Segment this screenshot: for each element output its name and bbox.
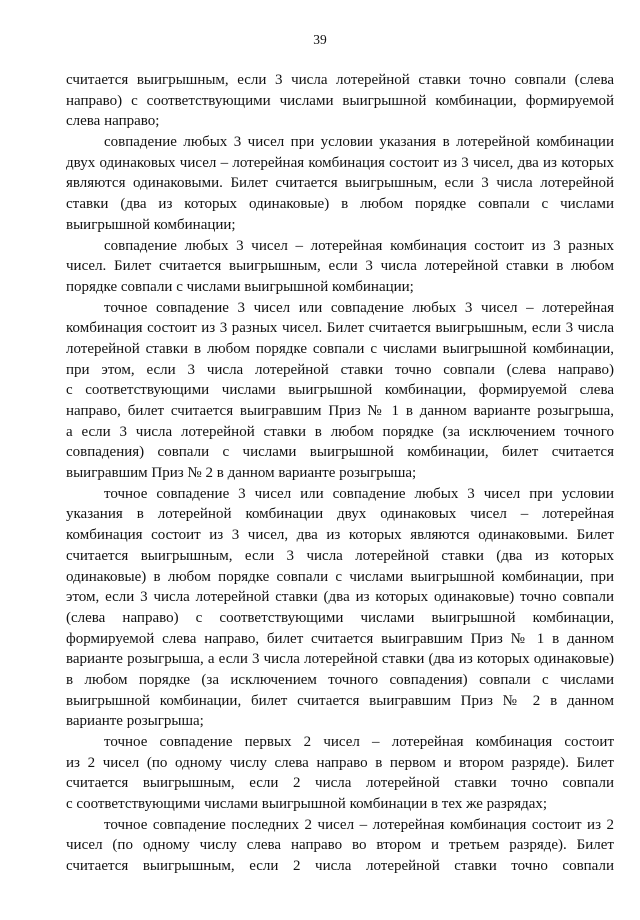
text-line: порядке совпали с числами выигрышной комбинации; bbox=[66, 278, 414, 295]
text-line: выигравшим Приз № 2 в данном варианте розыгрыша; bbox=[66, 465, 417, 482]
text-line: считается выигрышным, если 2 числа лотерейной ставки точно совпали bbox=[66, 858, 614, 875]
text-line: чисел (по одному числу слева направо во втором и третьем разряде). Билет bbox=[66, 837, 614, 854]
text-line: комбинация состоит из 3 чисел, два из которых являются одинаковыми. Билет bbox=[66, 527, 614, 544]
text-line: направо, билет считается выигравшим Приз № 1 в данном варианте розыгрыша, bbox=[66, 403, 614, 419]
text-line: совпадения) совпали с числами выигрышной комбинации, билет считается bbox=[66, 444, 614, 461]
text-line: совпадение любых 3 чисел – лотерейная комбинация состоит из 3 разных bbox=[104, 237, 614, 254]
text-line: ставки (два из которых одинаковые) в любом порядке совпали с числами bbox=[66, 196, 614, 213]
text-line: точное совпадение последних 2 чисел – лотерейная комбинация состоит из 2 bbox=[104, 816, 614, 833]
text-line: чисел. Билет считается выигрышным, если 3 числа лотерейной ставки в любом bbox=[66, 258, 614, 275]
text-line: комбинация состоит из 3 разных чисел. Билет считается выигрышным, если 3 числа bbox=[66, 320, 614, 337]
text-line: совпадение любых 3 чисел при условии указания в лотерейной комбинации bbox=[104, 134, 614, 151]
text-line: варианте розыгрыша, а если 3 числа лотерейной ставки (два из которых одинаковые) bbox=[66, 651, 614, 668]
text-line: точное совпадение первых 2 чисел – лотерейная комбинация состоит bbox=[104, 734, 614, 750]
text-line: формируемой слева направо, билет считается выигравшим Приз № 1 в данном bbox=[66, 630, 614, 647]
text-line: считается выигрышным, если 2 числа лотерейной ставки точно совпали bbox=[66, 775, 614, 792]
text-line: с соответствующими числами выигрышной комбинации, формируемой слева bbox=[66, 382, 614, 399]
text-line: считается выигрышным, если 3 числа лотерейной ставки (два из которых bbox=[66, 547, 614, 564]
text-line: точное совпадение 3 чисел или совпадение любых 3 чисел – лотерейная bbox=[104, 299, 614, 316]
text-line: двух одинаковых чисел – лотерейная комбинация состоит из 3 чисел, два из которых bbox=[66, 154, 614, 171]
text-line: в любом порядке (за исключением точного совпадения) совпали с числами bbox=[66, 671, 614, 688]
text-line: с соответствующими числами выигрышной комбинации в тех же разрядах; bbox=[66, 796, 548, 813]
page-number: 39 bbox=[313, 32, 327, 47]
text-line: а если 3 числа лотерейной ставки в любом порядке (за исключением точного bbox=[66, 423, 614, 440]
text-line: из 2 чисел (по одному числу слева направо в первом и втором разряде). Билет bbox=[66, 754, 614, 771]
text-line: точное совпадение 3 чисел или совпадение любых 3 чисел при условии bbox=[104, 485, 614, 502]
text-line: указания в лотерейной комбинации двух одинаковых чисел – лотерейная bbox=[66, 506, 614, 523]
text-line: считается выигрышным, если 3 числа лотерейной ставки точно совпали (слева bbox=[66, 72, 614, 88]
text-line: (слева направо) с соответствующими числами выигрышной комбинации, bbox=[66, 609, 614, 626]
text-line: слева направо; bbox=[66, 113, 160, 130]
text-line: одинаковые) в любом порядке совпали с числами выигрышной комбинации, при bbox=[66, 568, 614, 585]
text-line: выигрышной комбинации, билет считается выигравшим Приз № 2 в данном bbox=[66, 692, 614, 709]
text-line: этом, если 3 числа лотерейной ставки (два из которых одинаковые) точно совпали bbox=[66, 589, 614, 606]
text-line: лотерейной ставки в любом порядке совпали с числами выигрышной комбинации, bbox=[66, 340, 614, 357]
text-line: являются одинаковыми. Билет считается выигрышным, если 3 числа лотерейной bbox=[66, 175, 614, 192]
text-line: варианте розыгрыша; bbox=[66, 713, 204, 730]
text-line: направо) с соответствующими числами выигрышной комбинации, формируемой bbox=[66, 92, 614, 109]
text-line: при этом, если 3 числа лотерейной ставки точно совпали (слева направо) bbox=[66, 361, 614, 378]
text-line: выигрышной комбинации; bbox=[66, 216, 236, 233]
document-body bbox=[66, 70, 614, 877]
